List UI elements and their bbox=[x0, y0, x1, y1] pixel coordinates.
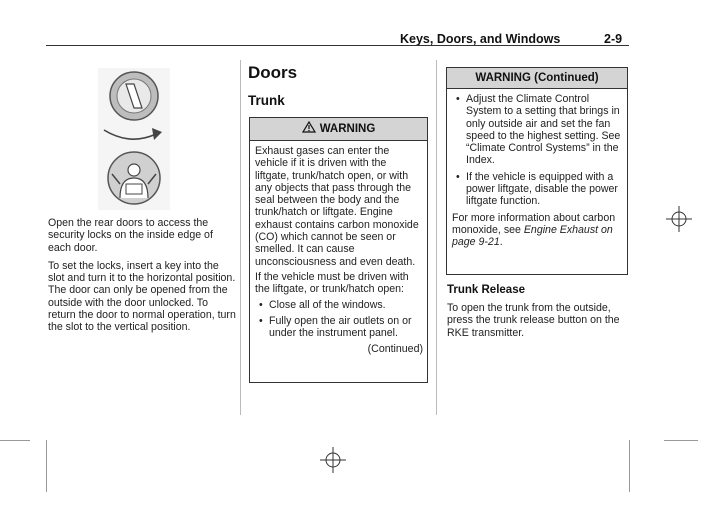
warning-box-continued bbox=[446, 67, 628, 275]
child-lock-illustration bbox=[90, 66, 180, 216]
registration-mark-bottom bbox=[320, 447, 346, 473]
list-item: • Close all of the windows. bbox=[255, 299, 423, 311]
subsection-title-trunk: Trunk bbox=[248, 93, 285, 108]
child-lock-paragraph-1: Open the rear doors to access the security locks on the inside edge of each door. bbox=[48, 217, 213, 254]
warning-text-2: If the vehicle must be driven with the liftgate, or trunk/hatch open: bbox=[255, 270, 409, 296]
crop-mark-left-horizontal bbox=[0, 440, 30, 441]
column-rule-right bbox=[436, 60, 437, 415]
continued-label: (Continued) bbox=[367, 343, 423, 356]
column-rule-left bbox=[240, 60, 241, 415]
more-info-text bbox=[452, 212, 623, 249]
warning-header bbox=[250, 118, 427, 141]
registration-mark-right bbox=[666, 206, 692, 232]
lock-slot-icon bbox=[110, 72, 158, 120]
running-header-section: Keys, Doors, and Windows bbox=[400, 32, 561, 46]
more-info-lead: For more information about carbon monoxide, see bbox=[452, 211, 616, 236]
section-title-doors: Doors bbox=[248, 63, 298, 82]
list-item: • Adjust the Climate Control System to a setting that brings in only outside air and set the fan speed to the highest setting. See “Climate Control Systems” in the Index. bbox=[452, 93, 623, 167]
crop-mark-bottom-right bbox=[629, 440, 630, 492]
header-rule bbox=[46, 45, 629, 46]
cross-reference-link[interactable]: Engine Exhaust on page 9-21 bbox=[452, 223, 613, 249]
list-item: • If the vehicle is equipped with a power liftgate, disable the power liftgate function. bbox=[452, 171, 623, 208]
left-column-text bbox=[48, 217, 236, 340]
more-info-tail: . bbox=[499, 236, 503, 249]
warning-text: Exhaust gases can enter the vehicle if it is driven with the liftgate, trunk/hatch open, or with any objects that pass through the seal between the body and the trunk/hatch or liftgate. Engine exhaust contains carbon monoxide (CO) which cannot be seen or smelled. It can cause unconsciousness and even death. bbox=[255, 145, 419, 268]
child-lock-symbol-icon bbox=[108, 152, 160, 204]
list-item: • Fully open the air outlets on or under the instrument panel. bbox=[255, 315, 423, 340]
warning-triangle-icon bbox=[302, 121, 316, 133]
warning-bullet-list bbox=[255, 299, 423, 340]
warning-body bbox=[250, 141, 427, 358]
crop-mark-bottom-left bbox=[46, 440, 47, 492]
subsection-title-trunk-release: Trunk Release bbox=[447, 284, 525, 296]
warning-title: WARNING bbox=[319, 123, 376, 135]
warning-continued-header: WARNING (Continued) bbox=[447, 68, 627, 89]
child-lock-paragraph-2: To set the locks, insert a key into the slot and turn it to the horizontal position. The door can only be opened from the outside with the door unlocked. To return the door to normal operation, turn the slot to the vertical position. bbox=[48, 259, 236, 334]
page-number: 2-9 bbox=[604, 32, 623, 46]
trunk-release-text: To open the trunk from the outside, press the trunk release button on the RKE transmitter. bbox=[447, 302, 620, 339]
warning-continued-body bbox=[447, 89, 627, 254]
warning-continued-bullet-list bbox=[452, 93, 623, 208]
crop-mark-right-horizontal bbox=[664, 440, 698, 441]
warning-box-trunk bbox=[249, 117, 428, 383]
